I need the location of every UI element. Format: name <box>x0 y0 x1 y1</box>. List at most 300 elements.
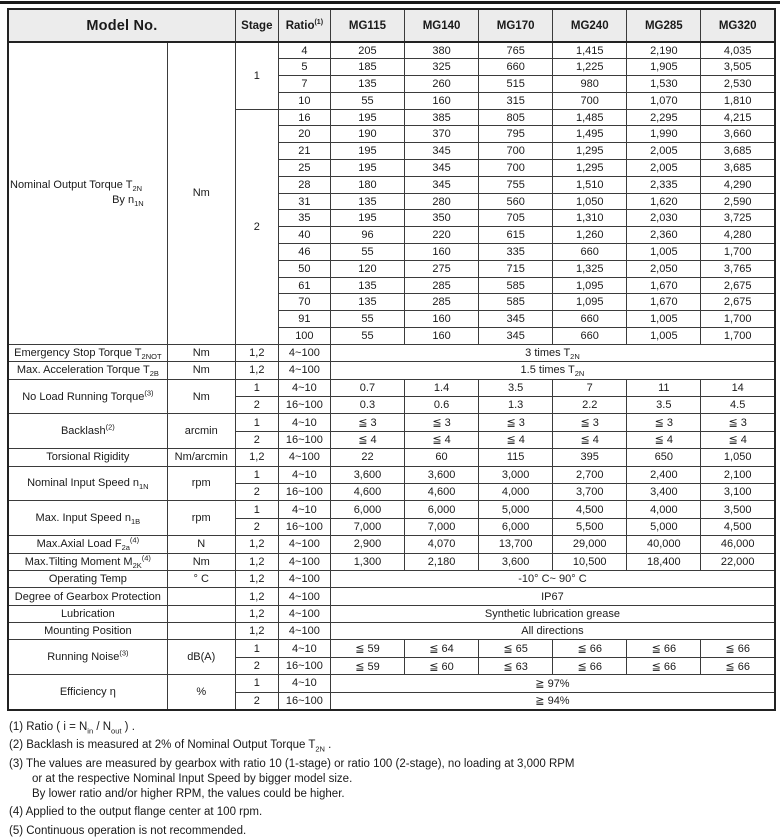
value-cell: 120 <box>330 260 404 277</box>
value-cell: 6,000 <box>479 518 553 535</box>
ratio-cell: 4~10 <box>278 414 330 431</box>
value-cell: 325 <box>405 59 479 76</box>
unit-cell: Nm <box>167 553 235 570</box>
col-header-mg240: MG240 <box>553 9 627 42</box>
unit-cell <box>167 623 235 640</box>
value-cell: 705 <box>479 210 553 227</box>
unit-cell: ° C <box>167 570 235 587</box>
ratio-footnote-ref: (1) <box>314 18 324 26</box>
value-cell: 4.5 <box>701 397 775 414</box>
value-cell: 2,005 <box>627 160 701 177</box>
value-cell: 2,400 <box>627 466 701 483</box>
value-cell: 765 <box>479 42 553 59</box>
value-cell: 1,510 <box>553 176 627 193</box>
unit-cell: Nm <box>167 344 235 361</box>
param-label-cell: Nominal Input Speed $n_{1N}$ <box>8 466 167 501</box>
value-cell: 3,400 <box>627 483 701 500</box>
value-cell: 2,030 <box>627 210 701 227</box>
value-cell: 700 <box>479 143 553 160</box>
stage-cell: 1,2 <box>235 605 278 622</box>
ratio-cell: 16~100 <box>278 692 330 709</box>
value-cell: 650 <box>627 449 701 466</box>
value-cell: 280 <box>405 193 479 210</box>
value-cell: 275 <box>405 260 479 277</box>
specs-section <box>8 344 775 709</box>
value-cell: ≦ 3 <box>553 414 627 431</box>
unit-cell <box>167 605 235 622</box>
value-cell: 2,295 <box>627 109 701 126</box>
ratio-cell: 4~10 <box>278 640 330 657</box>
stage-cell: 1 <box>235 414 278 431</box>
col-header-mg115: MG115 <box>330 9 404 42</box>
value-cell: 395 <box>553 449 627 466</box>
value-cell: 715 <box>479 260 553 277</box>
ratio-cell: 4~100 <box>278 362 330 379</box>
value-cell: ≦ 65 <box>479 640 553 657</box>
value-cell: 3,100 <box>701 483 775 500</box>
col-header-ratio <box>278 9 330 42</box>
span-value-cell: IP67 <box>330 588 775 605</box>
table-row <box>8 344 775 361</box>
value-cell: 260 <box>405 76 479 93</box>
value-cell: 615 <box>479 227 553 244</box>
value-cell: 4,600 <box>405 483 479 500</box>
value-cell: 14 <box>701 379 775 396</box>
value-cell: 370 <box>405 126 479 143</box>
ratio-cell: 16~100 <box>278 397 330 414</box>
ratio-cell: 4~100 <box>278 588 330 605</box>
value-cell: ≦ 4 <box>701 431 775 448</box>
value-cell: 46,000 <box>701 536 775 553</box>
value-cell: 4,280 <box>701 227 775 244</box>
value-cell: 160 <box>405 244 479 261</box>
table-row <box>8 605 775 622</box>
value-cell: 3,660 <box>701 126 775 143</box>
ratio-cell: 61 <box>278 277 330 294</box>
footnote: (2) Backlash is measured at 2% of Nominal Output Torque $T_{2N}$ . <box>9 739 332 754</box>
value-cell: 7,000 <box>405 518 479 535</box>
param-label-cell: Running Noise$^{(3)}$ <box>8 640 167 675</box>
ratio-cell: 7 <box>278 76 330 93</box>
value-cell: 1,005 <box>627 328 701 345</box>
value-cell: 0.3 <box>330 397 404 414</box>
value-cell: 2,190 <box>627 42 701 59</box>
value-cell: 1,620 <box>627 193 701 210</box>
value-cell: ≦ 4 <box>330 431 404 448</box>
value-cell: 3,500 <box>701 501 775 518</box>
col-header-stage: Stage <box>235 9 278 42</box>
value-cell: 1,670 <box>627 277 701 294</box>
stage-cell: 1,2 <box>235 570 278 587</box>
ratio-cell: 25 <box>278 160 330 177</box>
value-cell: 195 <box>330 210 404 227</box>
unit-cell: Nm <box>167 379 235 414</box>
value-cell: ≦ 66 <box>701 657 775 674</box>
value-cell: 11 <box>627 379 701 396</box>
param-label-cell: Efficiency η <box>8 675 167 710</box>
value-cell: 1,670 <box>627 294 701 311</box>
value-cell: 1,810 <box>701 92 775 109</box>
value-cell: 285 <box>405 277 479 294</box>
unit-cell: Nm <box>167 362 235 379</box>
value-cell: 1,325 <box>553 260 627 277</box>
stage-cell: 2 <box>235 483 278 500</box>
stage-cell: 1 <box>235 466 278 483</box>
value-cell: 29,000 <box>553 536 627 553</box>
footnote: (1) Ratio ( $i = N_{in} / N_{out}$ ) . <box>9 720 135 735</box>
table-row <box>8 588 775 605</box>
stage-cell: 2 <box>235 692 278 709</box>
param-label-cell: Mounting Position <box>8 623 167 640</box>
value-cell: 1.3 <box>479 397 553 414</box>
value-cell: 4,600 <box>330 483 404 500</box>
value-cell: 4,070 <box>405 536 479 553</box>
value-cell: 4,000 <box>479 483 553 500</box>
ratio-cell: 28 <box>278 176 330 193</box>
value-cell: 980 <box>553 76 627 93</box>
value-cell: 380 <box>405 42 479 59</box>
value-cell: 3,505 <box>701 59 775 76</box>
table-row <box>8 675 775 692</box>
table-row <box>8 42 775 59</box>
value-cell: 185 <box>330 59 404 76</box>
torque-section <box>8 42 775 344</box>
value-cell: 2,335 <box>627 176 701 193</box>
value-cell: 60 <box>405 449 479 466</box>
unit-cell: % <box>167 675 235 710</box>
value-cell: 135 <box>330 76 404 93</box>
value-cell: 190 <box>330 126 404 143</box>
value-cell: 2,180 <box>405 553 479 570</box>
value-cell: 1,905 <box>627 59 701 76</box>
value-cell: 3,000 <box>479 466 553 483</box>
value-cell: 180 <box>330 176 404 193</box>
ratio-cell: 91 <box>278 311 330 328</box>
table-row <box>8 449 775 466</box>
spec-table <box>7 8 776 711</box>
ratio-cell: 16~100 <box>278 483 330 500</box>
value-cell: 6,000 <box>330 501 404 518</box>
value-cell: ≦ 3 <box>627 414 701 431</box>
footnote: or at the respective Nominal Input Speed by bigger model size. <box>32 772 353 785</box>
value-cell: 135 <box>330 277 404 294</box>
value-cell: 6,000 <box>405 501 479 518</box>
value-cell: ≦ 66 <box>701 640 775 657</box>
value-cell: 350 <box>405 210 479 227</box>
value-cell: 5,000 <box>627 518 701 535</box>
value-cell: 55 <box>330 244 404 261</box>
value-cell: 55 <box>330 311 404 328</box>
stage-cell: 2 <box>235 518 278 535</box>
value-cell: 515 <box>479 76 553 93</box>
ratio-cell: 4~10 <box>278 675 330 692</box>
value-cell: 1,095 <box>553 294 627 311</box>
col-header-model-no: Model No. <box>8 9 235 42</box>
value-cell: 2,590 <box>701 193 775 210</box>
stage-cell: 1,2 <box>235 362 278 379</box>
param-label-line: By $n_{1N}$ <box>112 194 144 209</box>
value-cell: 795 <box>479 126 553 143</box>
unit-cell: N <box>167 536 235 553</box>
value-cell: 345 <box>405 160 479 177</box>
table-row <box>8 640 775 657</box>
value-cell: 195 <box>330 143 404 160</box>
value-cell: 55 <box>330 92 404 109</box>
ratio-cell: 5 <box>278 59 330 76</box>
value-cell: 3,700 <box>553 483 627 500</box>
value-cell: 805 <box>479 109 553 126</box>
value-cell: 1,005 <box>627 311 701 328</box>
param-label-cell: Max. Input Speed $n_{1B}$ <box>8 501 167 536</box>
footnote: (3) The values are measured by gearbox with ratio 10 (1-stage) or ratio 100 (2-stage), no loading at 3,000 RPM <box>9 757 575 770</box>
value-cell: ≦ 66 <box>627 640 701 657</box>
ratio-cell: 31 <box>278 193 330 210</box>
value-cell: 345 <box>405 176 479 193</box>
value-cell: 135 <box>330 193 404 210</box>
top-rule <box>0 1 780 4</box>
ratio-cell: 4~10 <box>278 379 330 396</box>
value-cell: 2,100 <box>701 466 775 483</box>
table-header <box>8 9 775 42</box>
ratio-cell: 100 <box>278 328 330 345</box>
ratio-cell: 16~100 <box>278 431 330 448</box>
footnote: By lower ratio and/or higher RPM, the values could be higher. <box>32 787 345 800</box>
param-label-cell: Degree of Gearbox Protection <box>8 588 167 605</box>
value-cell: 1,050 <box>701 449 775 466</box>
value-cell: 4,000 <box>627 501 701 518</box>
value-cell: 220 <box>405 227 479 244</box>
unit-cell: arcmin <box>167 414 235 449</box>
value-cell: 1,415 <box>553 42 627 59</box>
value-cell: 1,070 <box>627 92 701 109</box>
ratio-cell: 35 <box>278 210 330 227</box>
value-cell: 13,700 <box>479 536 553 553</box>
stage-cell: 1 <box>235 379 278 396</box>
table-row <box>8 501 775 518</box>
col-header-mg170: MG170 <box>479 9 553 42</box>
value-cell: 3.5 <box>627 397 701 414</box>
param-label-cell: Max.Tilting Moment $M_{2K}^{(4)}$ <box>8 553 167 570</box>
ratio-cell: 4~100 <box>278 553 330 570</box>
stage-cell: 2 <box>235 397 278 414</box>
unit-cell: Nm/arcmin <box>167 449 235 466</box>
stage-cell: 1,2 <box>235 344 278 361</box>
ratio-cell: 4~10 <box>278 466 330 483</box>
param-label-cell: Torsional Rigidity <box>8 449 167 466</box>
value-cell: 345 <box>479 311 553 328</box>
stage-cell: 1,2 <box>235 553 278 570</box>
value-cell: ≦ 3 <box>479 414 553 431</box>
value-cell: 5,500 <box>553 518 627 535</box>
stage-cell: 1 <box>235 42 278 109</box>
value-cell: 1,700 <box>701 311 775 328</box>
value-cell: ≦ 3 <box>405 414 479 431</box>
value-cell: 1,295 <box>553 160 627 177</box>
value-cell: 5,000 <box>479 501 553 518</box>
unit-cell: rpm <box>167 466 235 501</box>
value-cell: 2,675 <box>701 277 775 294</box>
footnote: (5) Continuous operation is not recommended. <box>9 824 247 837</box>
value-cell: ≦ 66 <box>553 657 627 674</box>
value-cell: 2.2 <box>553 397 627 414</box>
value-cell: 2,360 <box>627 227 701 244</box>
value-cell: 4,500 <box>553 501 627 518</box>
value-cell: 40,000 <box>627 536 701 553</box>
stage-cell: 1,2 <box>235 536 278 553</box>
ratio-cell: 4~100 <box>278 623 330 640</box>
unit-cell <box>167 588 235 605</box>
value-cell: 1,260 <box>553 227 627 244</box>
table-row <box>8 362 775 379</box>
ratio-cell: 4~100 <box>278 344 330 361</box>
value-cell: 3,600 <box>479 553 553 570</box>
value-cell: 115 <box>479 449 553 466</box>
value-cell: 1,300 <box>330 553 404 570</box>
value-cell: 1,485 <box>553 109 627 126</box>
param-label-cell: Lubrication <box>8 605 167 622</box>
value-cell: 7,000 <box>330 518 404 535</box>
unit-cell: rpm <box>167 501 235 536</box>
value-cell: ≦ 4 <box>627 431 701 448</box>
value-cell: 160 <box>405 92 479 109</box>
stage-cell: 2 <box>235 109 278 344</box>
value-cell: 335 <box>479 244 553 261</box>
footnotes <box>9 714 775 837</box>
value-cell: 18,400 <box>627 553 701 570</box>
value-cell: 755 <box>479 176 553 193</box>
value-cell: 3,725 <box>701 210 775 227</box>
ratio-cell: 21 <box>278 143 330 160</box>
value-cell: 660 <box>553 328 627 345</box>
value-cell: 2,005 <box>627 143 701 160</box>
value-cell: 1,005 <box>627 244 701 261</box>
ratio-cell: 46 <box>278 244 330 261</box>
span-value-cell: 1.5 times $T_{2N}$ <box>330 362 775 379</box>
stage-cell: 1,2 <box>235 623 278 640</box>
value-cell: 1,310 <box>553 210 627 227</box>
ratio-cell: 4 <box>278 42 330 59</box>
value-cell: 1,530 <box>627 76 701 93</box>
value-cell: 135 <box>330 294 404 311</box>
value-cell: 660 <box>479 59 553 76</box>
value-cell: 315 <box>479 92 553 109</box>
span-value-cell: Synthetic lubrication grease <box>330 605 775 622</box>
unit-cell: Nm <box>167 42 235 344</box>
value-cell: 4,035 <box>701 42 775 59</box>
value-cell: 3,685 <box>701 160 775 177</box>
ratio-cell: 16~100 <box>278 518 330 535</box>
value-cell: 1,050 <box>553 193 627 210</box>
stage-cell: 2 <box>235 657 278 674</box>
stage-cell: 1,2 <box>235 449 278 466</box>
value-cell: 3,600 <box>405 466 479 483</box>
value-cell: 660 <box>553 311 627 328</box>
col-header-mg285: MG285 <box>627 9 701 42</box>
value-cell: 3,600 <box>330 466 404 483</box>
ratio-label: Ratio <box>285 19 315 32</box>
value-cell: 585 <box>479 294 553 311</box>
value-cell: ≦ 4 <box>479 431 553 448</box>
value-cell: ≦ 66 <box>627 657 701 674</box>
value-cell: ≦ 3 <box>701 414 775 431</box>
value-cell: 1,990 <box>627 126 701 143</box>
value-cell: 285 <box>405 294 479 311</box>
value-cell: 585 <box>479 277 553 294</box>
value-cell: 205 <box>330 42 404 59</box>
span-value-cell: All directions <box>330 623 775 640</box>
value-cell: 3,765 <box>701 260 775 277</box>
value-cell: 2,530 <box>701 76 775 93</box>
value-cell: ≦ 4 <box>405 431 479 448</box>
value-cell: 4,500 <box>701 518 775 535</box>
table-row <box>8 570 775 587</box>
stage-cell: 2 <box>235 431 278 448</box>
table-row <box>8 623 775 640</box>
value-cell: 345 <box>479 328 553 345</box>
col-header-mg140: MG140 <box>405 9 479 42</box>
value-cell: 160 <box>405 311 479 328</box>
value-cell: 55 <box>330 328 404 345</box>
value-cell: 1,700 <box>701 328 775 345</box>
stage-cell: 1 <box>235 675 278 692</box>
param-label-cell: No Load Running Torque$^{(3)}$ <box>8 379 167 414</box>
ratio-cell: 50 <box>278 260 330 277</box>
span-value-cell: ≧ 97% <box>330 675 775 692</box>
value-cell: ≦ 3 <box>330 414 404 431</box>
value-cell: 2,050 <box>627 260 701 277</box>
ratio-cell: 10 <box>278 92 330 109</box>
value-cell: 160 <box>405 328 479 345</box>
value-cell: 10,500 <box>553 553 627 570</box>
value-cell: ≦ 59 <box>330 657 404 674</box>
span-value-cell: 3 times $T_{2N}$ <box>330 344 775 361</box>
value-cell: ≦ 59 <box>330 640 404 657</box>
ratio-cell: 16~100 <box>278 657 330 674</box>
value-cell: 385 <box>405 109 479 126</box>
value-cell: 0.6 <box>405 397 479 414</box>
table-row <box>8 466 775 483</box>
value-cell: 1,700 <box>701 244 775 261</box>
value-cell: 0.7 <box>330 379 404 396</box>
table-row <box>8 536 775 553</box>
value-cell: 4,215 <box>701 109 775 126</box>
value-cell: 2,700 <box>553 466 627 483</box>
value-cell: 560 <box>479 193 553 210</box>
table-row <box>8 553 775 570</box>
param-label-cell <box>8 42 167 344</box>
value-cell: ≦ 64 <box>405 640 479 657</box>
span-value-cell: ≧ 94% <box>330 692 775 709</box>
stage-cell: 1,2 <box>235 588 278 605</box>
value-cell: 2,900 <box>330 536 404 553</box>
value-cell: 660 <box>553 244 627 261</box>
ratio-cell: 70 <box>278 294 330 311</box>
ratio-cell: 4~100 <box>278 536 330 553</box>
header-row <box>8 9 775 42</box>
ratio-cell: 20 <box>278 126 330 143</box>
value-cell: 195 <box>330 109 404 126</box>
param-label-cell: Max. Acceleration Torque $T_{2B}$ <box>8 362 167 379</box>
value-cell: 1.4 <box>405 379 479 396</box>
unit-cell: dB(A) <box>167 640 235 675</box>
value-cell: 7 <box>553 379 627 396</box>
stage-cell: 1 <box>235 640 278 657</box>
value-cell: 3.5 <box>479 379 553 396</box>
value-cell: ≦ 4 <box>553 431 627 448</box>
value-cell: 22,000 <box>701 553 775 570</box>
param-label-cell: Emergency Stop Torque $T_{2NOT}$ <box>8 344 167 361</box>
ratio-cell: 40 <box>278 227 330 244</box>
